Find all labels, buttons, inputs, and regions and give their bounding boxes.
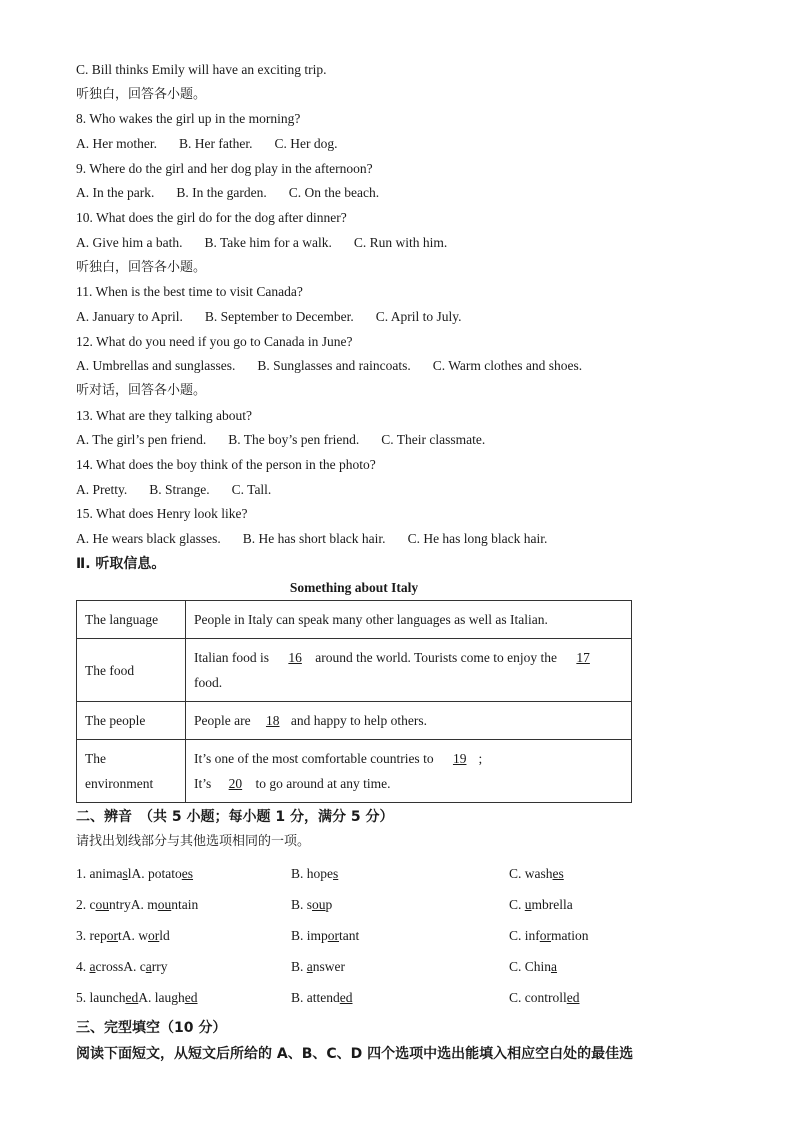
option-b: B. He has short black hair. [242, 531, 386, 547]
question-12-options [76, 354, 716, 379]
row-label: The environment [77, 740, 186, 803]
row-content: People are 18 and happy to help others. [186, 702, 632, 740]
option-b: B. Take him for a walk. [204, 234, 332, 250]
pron-item-stem: 5. launchedA. laughed [76, 989, 198, 1005]
option-a: A. Pretty. [76, 481, 128, 497]
question-12: 12. What do you need if you go to Canada in June? [76, 333, 353, 349]
option-c: C. He has long black hair. [407, 531, 548, 547]
pron-option-b: B. hopes [291, 865, 339, 881]
option-c: C. On the beach. [288, 185, 380, 201]
pron-option-c: C. China [509, 958, 558, 974]
question-9-options [76, 181, 716, 206]
option-c: C. Their classmate. [381, 432, 486, 448]
table-row [77, 740, 632, 803]
cloze-instruction: 阅读下面短文，从短文后所给的 A、B、C、D 四个选项中选出能填入相应空白处的最佳选 [76, 1045, 634, 1062]
info-table [76, 600, 632, 803]
option-b: B. September to December. [204, 308, 354, 324]
question-10: 10. What does the girl do for the dog after dinner? [76, 210, 347, 226]
option-c: C. Her dog. [274, 136, 338, 152]
pron-option-c: C. information [509, 927, 589, 943]
blank-20: 20 [228, 776, 243, 792]
blank-16: 16 [288, 650, 302, 666]
option-b: B. Her father. [178, 136, 253, 152]
question-8-options [76, 132, 716, 157]
pron-option-c: C. washes [509, 865, 564, 881]
blank-17: 17 [576, 650, 590, 666]
question-11: 11. When is the best time to visit Canada? [76, 284, 303, 300]
question-13-options [76, 428, 716, 453]
pron-item-stem: 2. countryA. mountain [76, 896, 199, 912]
table-row [77, 639, 632, 702]
row-label: The food [77, 639, 186, 702]
option-b: B. The boy’s pen friend. [228, 432, 360, 448]
exam-page [76, 58, 716, 1067]
question-10-options [76, 231, 716, 256]
blank-19: 19 [452, 751, 467, 767]
question-8: 8. Who wakes the girl up in the morning? [76, 111, 301, 127]
table-row [77, 601, 632, 639]
question-15-options [76, 527, 716, 552]
option-c: C. Run with him. [353, 234, 448, 250]
option-a: A. The girl’s pen friend. [76, 432, 207, 448]
pron-item-stem: 1. animaslA. potatoes [76, 865, 194, 881]
question-15: 15. What does Henry look like? [76, 506, 248, 522]
option-b: B. In the garden. [176, 185, 267, 201]
pron-option-b: B. important [291, 927, 360, 943]
option-a: A. Give him a bath. [76, 234, 183, 250]
blank-18: 18 [265, 713, 280, 729]
option-a: A. He wears black glasses. [76, 531, 221, 547]
section-heading: Ⅱ. 听取信息。 [76, 555, 166, 572]
question-11-options [76, 305, 716, 330]
pron-option-c: C. umbrella [509, 896, 573, 912]
row-content: People in Italy can speak many other languages as well as Italian. [186, 601, 632, 639]
option-c: C. Warm clothes and shoes. [432, 358, 583, 374]
table-title: Something about Italy [289, 580, 419, 596]
pron-option-b: B. answer [291, 958, 346, 974]
pron-option-c: C. controlled [509, 989, 580, 1005]
option-a: A. Umbrellas and sunglasses. [76, 358, 236, 374]
q7-option-c: C. Bill thinks Emily will have an exciting trip. [76, 62, 327, 77]
option-b: B. Sunglasses and raincoats. [257, 358, 411, 374]
section-heading: 二、辨音 （共 5 小题；每小题 1 分，满分 5 分） [76, 809, 394, 826]
option-a: A. January to April. [76, 308, 183, 324]
question-9: 9. Where do the girl and her dog play in the afternoon? [76, 160, 373, 176]
question-13: 13. What are they talking about? [76, 407, 252, 423]
option-c: C. April to July. [375, 308, 462, 324]
option-b: B. Strange. [149, 481, 210, 497]
option-a: A. In the park. [76, 185, 155, 201]
pronunciation-grid [76, 858, 716, 1013]
dialogue-instruction: 听对话，回答各小题。 [76, 382, 207, 398]
option-c: C. Tall. [231, 481, 272, 497]
monologue-instruction: 听独白，回答各小题。 [76, 259, 207, 275]
section-heading: 三、完型填空（10 分） [76, 1019, 227, 1036]
monologue-instruction: 听独白，回答各小题。 [76, 86, 207, 102]
row-label: The language [77, 601, 186, 639]
row-content: It’s one of the most comfortable countries to 19 ; It’s 20 to go around at any time. [186, 740, 632, 803]
pron-option-b: B. attended [291, 989, 353, 1005]
question-14: 14. What does the boy think of the person in the photo? [76, 457, 376, 472]
row-content: Italian food is 16 around the world. Tourists come to enjoy the 17 food. [186, 639, 632, 702]
question-14-options [76, 478, 716, 503]
pron-option-b: B. soup [291, 896, 333, 912]
table-row [77, 702, 632, 740]
pron-item-stem: 3. reportA. world [76, 927, 170, 943]
option-a: A. Her mother. [76, 136, 157, 152]
pron-item-stem: 4. acrossA. carry [76, 958, 168, 974]
row-label: The people [77, 702, 186, 740]
pronunciation-instruction: 请找出划线部分与其他选项相同的一项。 [76, 834, 311, 850]
